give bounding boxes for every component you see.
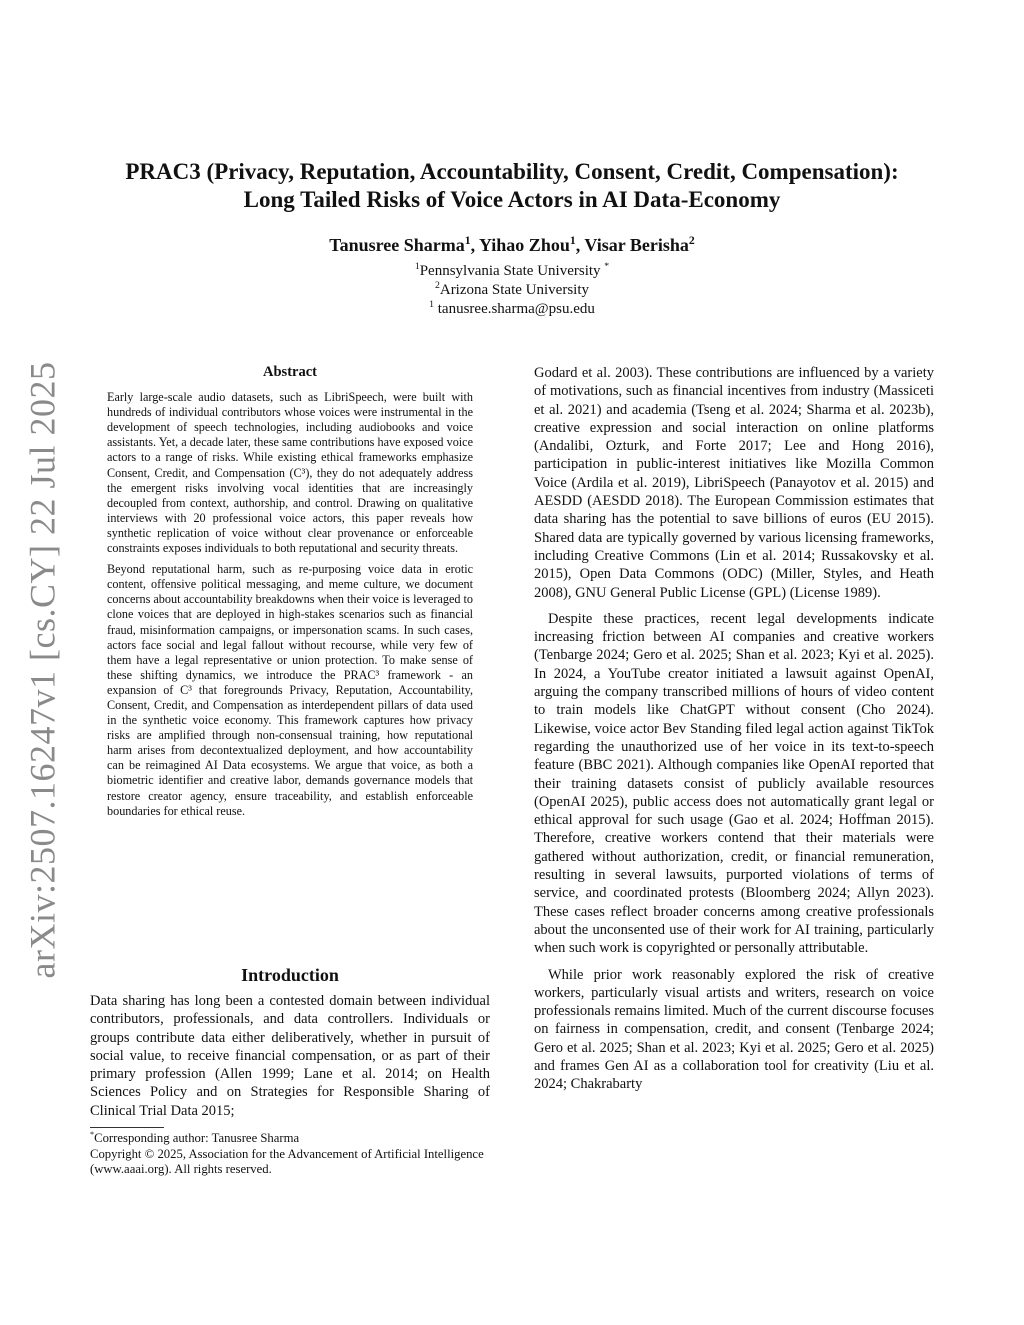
author-name: Tanusree Sharma	[329, 235, 465, 255]
contact-email: $^1$ tanusree.sharma@psu.edu	[429, 299, 595, 317]
body-paragraph: While prior work reasonably explored the risk of creative workers, particularly visual artists and writers, research on voice professionals remains limited. Much of the current discourse focuses on fairness in compensation, credit, and consent (Tenbarge 2024; Gero et al. 2025; Shan et al. 2023; Kyi et al. 2025; Gero et al. 2025) and frames Gen AI as a collaboration tool for creativity (Liu et al. 2024; Chakrabarty	[534, 966, 934, 1093]
abstract-section	[107, 365, 473, 825]
author-name: Yihao Zhou	[478, 235, 570, 255]
author-list: Tanusree Sharma$^1$, Yihao Zhou$^1$, Visar Berisha$^2$	[329, 234, 695, 255]
arxiv-identifier-stamp	[12, 361, 72, 979]
affiliations	[90, 262, 934, 319]
paper-title-line-2: Long Tailed Risks of Voice Actors in AI Data-Economy	[243, 187, 781, 212]
arxiv-identifier-text: arXiv:2507.16247v1 [cs.CY] 22 Jul 2025	[22, 361, 62, 979]
abstract-paragraph: Early large-scale audio datasets, such as LibriSpeech, were built with hundreds of individual contributors whose voices were instrumental in the development of speech technologies, including audiobooks and voice assistants. Yet, a decade later, these same contributions have exposed voice actors to a range of risks. While existing ethical frameworks emphasize Consent, Credit, and Compensation (C³), they do not adequately address the emergent risks involving vocal identities that are increasingly decoupled from context, authorship, and control. Drawing on qualitative interviews with 20 professional voice actors, this paper reveals how synthetic replication of voice without clear provenance or enforceable constraints exposes individuals to both reputational and security threats.	[107, 390, 473, 556]
abstract-paragraph: Beyond reputational harm, such as re-purposing voice data in erotic content, offensive political messaging, and meme culture, we document concerns about accountability breakdowns when their voice is leveraged to clone voices that are deployed in high-stakes scenarios such as financial fraud, misinformation campaigns, or impersonation scams. In such cases, actors face social and legal fallout without recourse, while very few of them have a legal representative or union protection. To make sense of these shifting dynamics, we introduce the PRAC³ framework - an expansion of C³ that foregrounds Privacy, Reputation, Accountability, Consent, Credit, and Compensation as interdependent pillars of data used in the synthetic voice economy. This framework captures how privacy risks are amplified through non-consensual training, how reputational harm arises from decontextualized deployment, and how accountability can be reimagined AI Data ecosystems. We argue that voice, as both a biometric identifier and creative labor, demands governance models that restore creator agency, ensure traceability, and establish enforceable boundaries for ethical reuse.	[107, 562, 473, 818]
author-name: Visar Berisha	[584, 235, 689, 255]
corresponding-author-note: *Corresponding author: Tanusree Sharma	[90, 1129, 300, 1145]
paper-title-line-1: PRAC3 (Privacy, Reputation, Accountability, Consent, Credit, Compensation):	[125, 159, 899, 184]
footnote-rule	[90, 1127, 164, 1128]
footnote	[90, 1127, 490, 1178]
author-affiliation-mark: 1	[464, 234, 471, 247]
author-affiliation-mark: 2	[688, 234, 695, 247]
introduction-section	[90, 965, 490, 1120]
paper-title	[90, 158, 934, 214]
body-paragraph: Despite these practices, recent legal developments indicate increasing friction between AI companies and creative workers (Tenbarge 2024; Gero et al. 2025; Shan et al. 2023; Kyi et al. 2025). In 2024, a YouTube creator initiated a lawsuit against OpenAI, arguing the company transcribed millions of hours of video content to train models like ChatGPT without consent (Cho 2024). Likewise, voice actor Bev Standing filed legal action against TikTok regarding the unauthorized use of her voice in its text-to-speech feature (BBC 2021). Although companies like OpenAI reported that their training datasets consist of publicly available resources (OpenAI 2025), public access does not automatically grant legal or ethical approval for such usage (Gao et al. 2024; Hoffman 2015). Therefore, creative workers contend that their materials were gathered without authorization, credit, or financial remuneration, resulting in several lawsuits, purported violations of terms of service, and coordinated protests (Bloomberg 2024; Allyn 2023). These cases reflect broader concerns among creative professionals about the unconsented use of their work for AI training, particularly when such work is copyrighted or personally attributable.	[534, 610, 934, 957]
copyright-notice: Copyright © 2025, Association for the Advancement of Artificial Intelligence (www.aaai.org). All rights reserved.	[90, 1146, 484, 1176]
affiliation-1: $^1$Pennsylvania State University *	[414, 261, 610, 279]
affiliation-2: $^2$Arizona State University	[434, 280, 589, 298]
abstract-heading: Abstract	[263, 364, 317, 380]
introduction-paragraph: Data sharing has long been a contested domain between individual contributors, professionals, and data controllers. Individuals or groups contribute data either deliberatively, whether in pursuit of social value, to receive financial compensation, or as part of their primary profession (Allen 1999; Lane et al. 2014; on Health Sciences Policy and on Strategies for Responsible Sharing of Clinical Trial Data 2015;	[90, 993, 490, 1119]
right-column	[534, 364, 934, 1102]
introduction-heading: Introduction	[241, 965, 339, 985]
body-paragraph: Godard et al. 2003). These contributions are influenced by a variety of motivations, such as financial incentives from industry (Massiceti et al. 2021) and academia (Tseng et al. 2024; Sharma et al. 2023b), creative expression and social interaction on online platforms (Andalibi, Ozturk, and Forte 2017; Lee and Hong 2016), participation in public-interest initiatives like Mozilla Common Voice (Ardila et al. 2019), LibriSpeech (Panayotov et al. 2015) and AESDD (AESDD 2018). The European Commission estimates that data sharing has the potential to save billions of euros (EU 2015). Shared data are typically governed by various licensing frameworks, including Creative Commons (Lin et al. 2014; Russakovsky et al. 2015), Open Data Commons (ODC) (Miller, Styles, and Heath 2008), GNU General Public License (GPL) (License 1989).	[534, 365, 934, 601]
author-affiliation-mark: 1	[569, 234, 576, 247]
